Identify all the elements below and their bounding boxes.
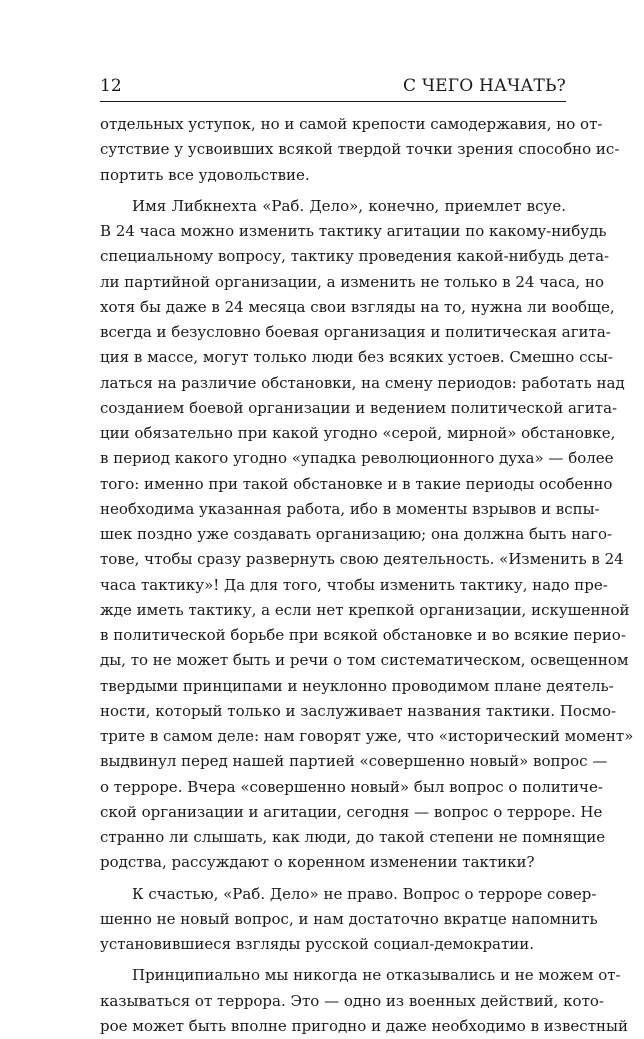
text-line: рое может быть вполне пригодно и даже необходимо в известный	[100, 1016, 628, 1035]
text-line: шенно не новый вопрос, и нам достаточно вкратце напомнить	[100, 909, 598, 928]
text-line: выдвинул перед нашей партией «совершенно новый» вопрос —	[100, 752, 608, 771]
paragraph	[100, 194, 634, 876]
header-rule	[100, 101, 566, 102]
text-line: хотя бы даже в 24 месяца свои взгляды на то, нужна ли вообще,	[100, 297, 615, 316]
text-line: ли партийной организации, а изменить не только в 24 часа, но	[100, 272, 604, 291]
text-line: трите в самом деле: нам говорят уже, что «исторический момент»	[100, 727, 634, 745]
text-line: ды, то не может быть и речи о том систематическом, освещенном	[100, 651, 629, 670]
running-title: С ЧЕГО НАЧАТЬ?	[403, 76, 566, 96]
text-line: о терроре. Вчера «совершенно новый» был вопрос о политиче-	[100, 777, 603, 796]
text-line: К счастью, «Раб. Дело» не право. Вопрос о терроре совер-	[132, 884, 597, 903]
text-line: ция в массе, могут только люди без всяких устоев. Смешно ссы-	[100, 348, 613, 367]
text-line: твердыми принципами и неуклонно проводимом плане деятель-	[100, 676, 614, 695]
text-line: сутствие у усвоивших всякой твердой точки зрения способно ис-	[100, 140, 620, 159]
paragraph	[100, 963, 628, 1039]
text-line: латься на различие обстановки, на смену периодов: работать над	[100, 373, 625, 392]
text-line: В 24 часа можно изменить тактику агитации по какому-нибудь	[100, 222, 607, 240]
paragraph	[100, 112, 620, 188]
text-line: отдельных уступок, но и самой крепости самодержавия, но от-	[100, 115, 603, 133]
text-line: портить все удовольствие.	[100, 165, 310, 184]
text-line: казываться от террора. Это — одно из военных действий, кото-	[100, 991, 604, 1010]
text-line: специальному вопросу, тактику проведения какой-нибудь дета-	[100, 247, 610, 266]
text-line: всегда и безусловно боевая организация и политическая агита-	[100, 323, 611, 341]
paragraph	[100, 882, 598, 958]
body-text	[100, 112, 634, 1039]
text-line: установившиеся взгляды русской социал-демократии.	[100, 935, 535, 953]
text-line: созданием боевой организации и ведением политической агита-	[100, 398, 618, 417]
text-line: тове, чтобы сразу развернуть свою деятельность. «Изменить в 24	[100, 550, 624, 569]
text-line: странно ли слышать, как люди, до такой степени не помнящие	[100, 828, 606, 846]
running-header	[100, 74, 566, 98]
page-number: 12	[100, 76, 122, 96]
text-line: родства, рассуждают о коренном изменении тактики?	[100, 853, 535, 872]
text-line: шек поздно уже создавать организацию; она должна быть наго-	[100, 525, 613, 543]
text-line: часа тактику»! Да для того, чтобы изменить тактику, надо пре-	[100, 575, 608, 594]
text-line: Имя Либкнехта «Раб. Дело», конечно, приемлет всуе.	[132, 196, 566, 215]
text-line: Принципиально мы никогда не отказывались и не можем от-	[132, 966, 621, 985]
text-line: жде иметь тактику, а если нет крепкой организации, искушенной	[100, 600, 630, 619]
text-line: в период какого угодно «упадка революционного духа» — более	[100, 449, 614, 468]
text-line: ции обязательно при какой угодно «серой, мирной» обстановке,	[100, 424, 616, 442]
text-line: того: именно при такой обстановке и в такие периоды особенно	[100, 474, 613, 493]
text-line: ности, который только и заслуживает названия тактики. Посмо-	[100, 701, 617, 720]
text-line: ской организации и агитации, сегодня — вопрос о терроре. Не	[100, 802, 603, 821]
text-line: необходима указанная работа, ибо в моменты взрывов и вспы-	[100, 499, 600, 518]
text-line: в политической борьбе при всякой обстановке и во всякие перио-	[100, 626, 626, 644]
